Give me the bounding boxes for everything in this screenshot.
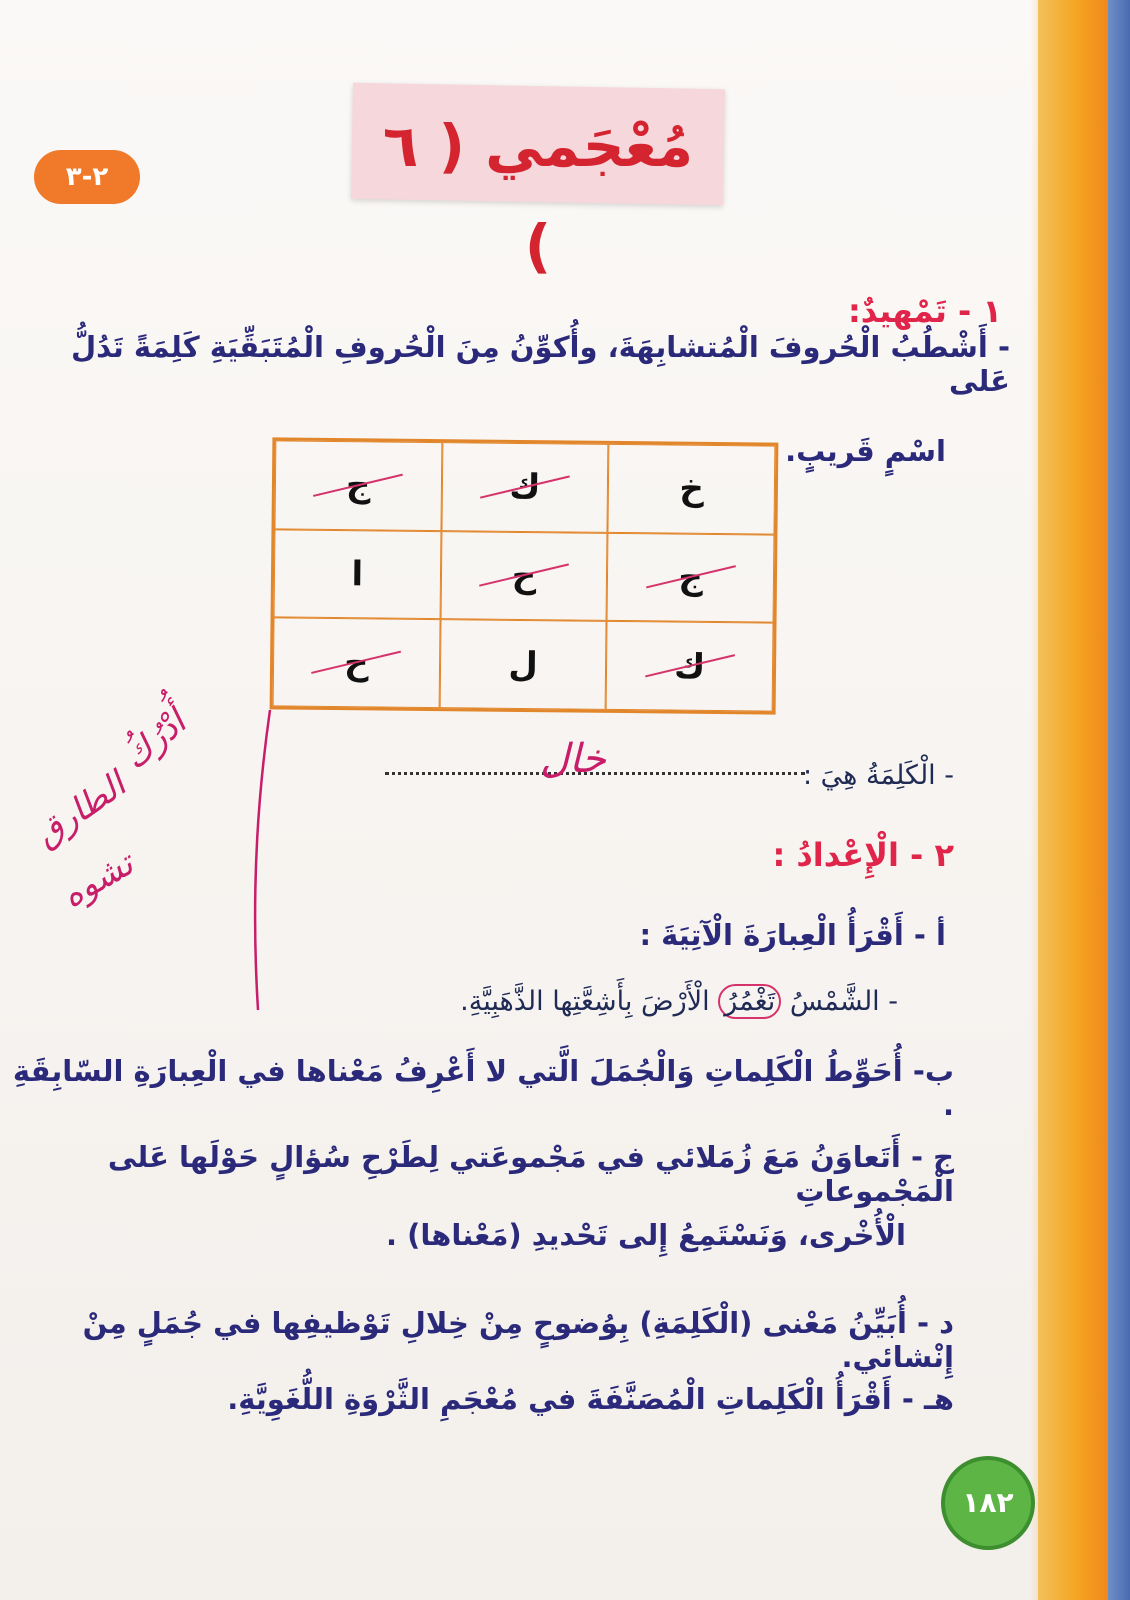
grid-letter: ل — [508, 644, 539, 685]
item-c-cont: الْأُخْرى، وَنَسْتَمِعُ إِلى تَحْديدِ (مَعْناها) . — [386, 1218, 906, 1252]
margin-handwriting-1: أُدْرُكُ — [115, 702, 194, 778]
answer-handwritten: خال — [540, 736, 606, 782]
item-a: أ - أَقْرَأُ الْعِبارَةَ الْآتِيَةَ : — [639, 918, 946, 952]
section1-instruction: - أَشْطُبُ الْحُروفَ الْمُتشابِهَةَ، وأُكوِّنُ مِنَ الْحُروفِ الْمُتَبَقِّيَةِ كَلِمَةً تَدُلُّ عَلى — [70, 330, 1010, 398]
section1-heading: ١ - تَمْهيدٌ: — [847, 292, 1002, 330]
grid-cell — [440, 531, 608, 621]
grid-cell — [608, 444, 776, 534]
grid-cell — [273, 618, 441, 708]
margin-handwriting-2: الطارق — [27, 764, 134, 856]
item-d: د - أُبَيِّنُ مَعْنى (الْكَلِمَةِ) بِوُضوحٍ مِنْ خِلالِ تَوْظيفِها في جُمَلٍ مِنْ إِنْشائي. — [82, 1306, 954, 1374]
grid-letter: ا — [351, 554, 364, 595]
grid-letter: ك — [509, 467, 541, 508]
sentence-before: - الشَّمْسُ — [789, 986, 898, 1017]
margin-handwriting-3: تشوه — [55, 843, 141, 917]
page-number: ١٨٢ — [941, 1456, 1035, 1550]
lesson-badge: ٢-٣ — [34, 150, 140, 204]
book-edge-blue — [1108, 0, 1130, 1600]
circled-word: تَغْمُرُ — [718, 984, 781, 1019]
grid-letter: خ — [679, 468, 705, 510]
page-title: مُعْجَمي ( ٦ ) — [382, 112, 694, 280]
answer-label: - الْكَلِمَةُ هِيَ : — [803, 760, 954, 791]
grid-cell — [607, 533, 775, 623]
grid-letter: ج — [678, 557, 704, 598]
item-b: ب- أُحَوِّطُ الْكَلِماتِ وَالْجُمَلَ الَّتي لا أَعْرِفُ مَعْناها في الْعِبارَةِ السّابِقَةِ . — [12, 1054, 954, 1122]
grid-cell — [441, 442, 609, 532]
example-sentence — [460, 984, 898, 1019]
section2-heading: ٢ - الْإِعْدادُ : — [772, 836, 954, 874]
item-e: هـ - أَقْرَأُ الْكَلِماتِ الْمُصَنَّفَةَ في مُعْجَمِ الثَّرْوَةِ اللُّغَوِيَّةِ. — [227, 1382, 954, 1416]
grid-letter: ج — [345, 465, 371, 506]
margin-pen-stroke — [230, 700, 290, 1020]
section1-instruction-cont: اسْمٍ قَريبٍ. — [785, 434, 946, 468]
grid-letter: ح — [343, 642, 369, 684]
grid-cell — [274, 529, 442, 619]
grid-cell — [439, 619, 607, 709]
grid-cell — [606, 621, 774, 711]
letters-grid — [270, 437, 779, 714]
grid-letter: ح — [511, 555, 537, 597]
item-c: ج - أَتَعاوَنُ مَعَ زُمَلائي في مَجْموعَتي لِطَرْحِ سُؤالٍ حَوْلَها عَلى الْمَجْموعاتِ — [107, 1140, 954, 1208]
grid-letter: ك — [673, 646, 706, 687]
grid-cell — [274, 440, 442, 530]
sentence-after: الْأَرْضَ بِأَشِعَّتِها الذَّهَبِيَّةِ. — [460, 986, 710, 1017]
